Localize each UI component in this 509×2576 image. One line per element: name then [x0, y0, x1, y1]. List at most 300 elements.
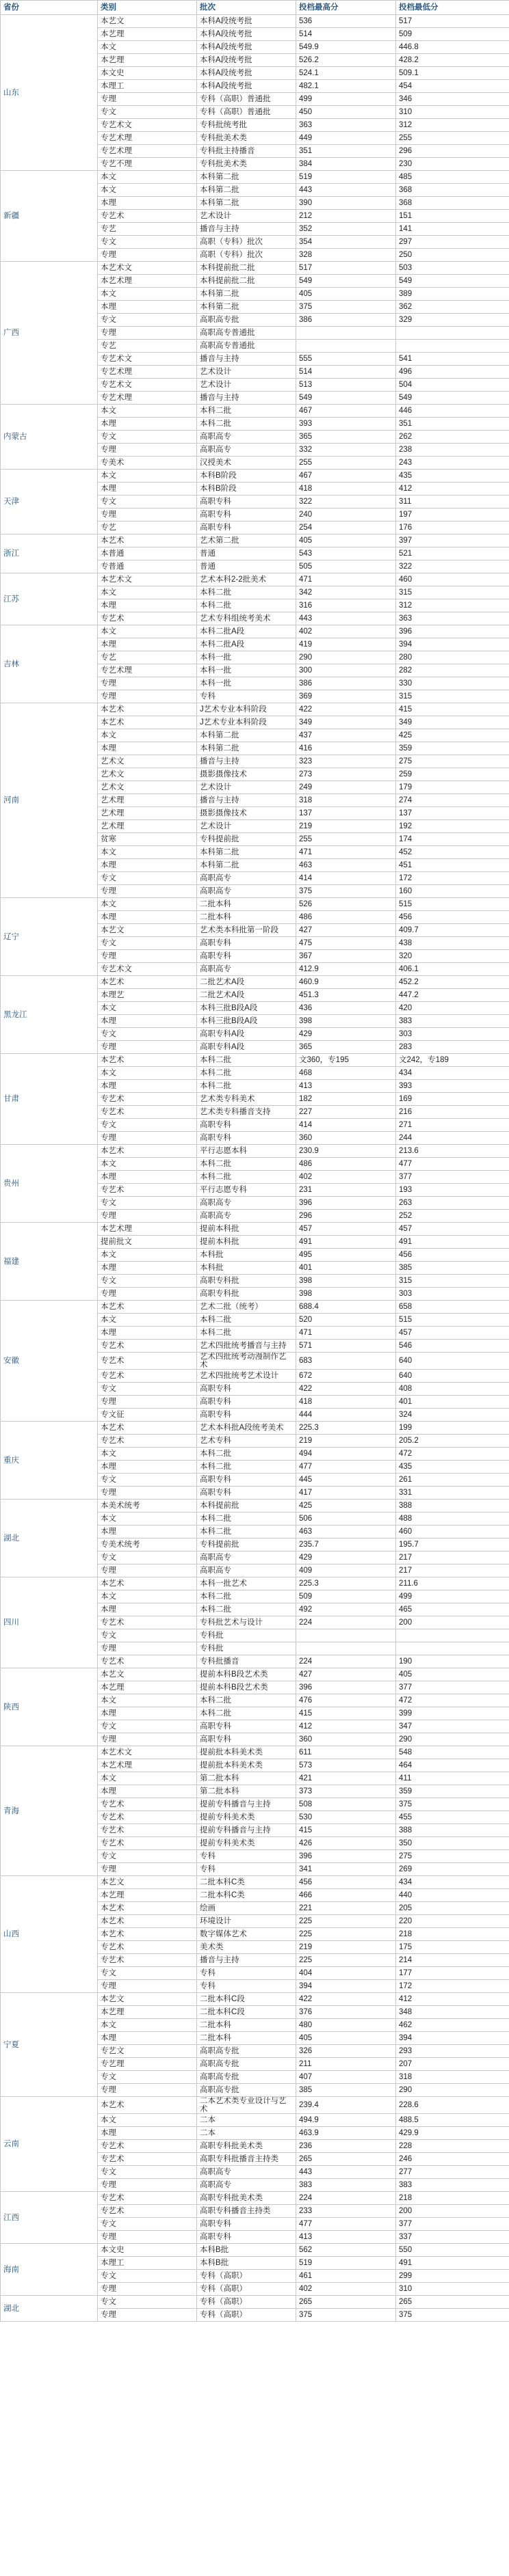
- cell-min-score: 472: [396, 1448, 509, 1461]
- cell-max-score: 384: [296, 158, 396, 171]
- cell-min-score: 454: [396, 80, 509, 93]
- cell-min-score: 438: [396, 937, 509, 950]
- cell-category: 专艺术: [98, 2192, 197, 2205]
- cell-batch: 提前批本科美术类: [197, 1746, 296, 1759]
- cell-max-score: 342: [296, 586, 396, 599]
- cell-batch: 艺术本科2-2批美术: [197, 573, 296, 586]
- cell-category: 专艺术: [98, 1616, 197, 1629]
- cell-min-score: 275: [396, 755, 509, 768]
- cell-max-score: 494: [296, 1448, 396, 1461]
- cell-max-score: 499: [296, 93, 396, 106]
- cell-min-score: 640: [396, 1370, 509, 1383]
- cell-max-score: 418: [296, 483, 396, 496]
- cell-batch: 本科第二批: [197, 288, 296, 301]
- cell-category: 本艺术文: [98, 573, 197, 586]
- cell-category: 专理: [98, 950, 197, 963]
- cell-max-score: 398: [296, 1288, 396, 1301]
- cell-max-score: 394: [296, 1980, 396, 1993]
- cell-min-score: 296: [396, 145, 509, 158]
- cell-max-score: 415: [296, 1707, 396, 1720]
- cell-min-score: 368: [396, 184, 509, 197]
- cell-min-score: 546: [396, 1340, 509, 1353]
- cell-category: 专普通: [98, 560, 197, 573]
- cell-max-score: 460.9: [296, 976, 396, 989]
- cell-max-score: 225.3: [296, 1422, 396, 1435]
- cell-batch: 专科批主持播音: [197, 145, 296, 158]
- cell-category: 艺术文: [98, 768, 197, 781]
- cell-max-score: 182: [296, 1093, 396, 1106]
- cell-category: 专艺术文: [98, 119, 197, 132]
- table-row: [1, 703, 509, 716]
- cell-category: 本艺术: [98, 534, 197, 547]
- cell-min-score: 456: [396, 911, 509, 924]
- cell-category: 本艺理: [98, 1681, 197, 1694]
- cell-min-score: 504: [396, 379, 509, 392]
- cell-batch: 专科（高职）: [197, 2283, 296, 2296]
- cell-min-score: 375: [396, 2309, 509, 2322]
- cell-category: 专文: [98, 431, 197, 444]
- cell-category: 本理: [98, 418, 197, 431]
- cell-category: 专理: [98, 1642, 197, 1655]
- cell-max-score: 224: [296, 1616, 396, 1629]
- table-row: [1, 1223, 509, 1236]
- cell-batch: 本科二批: [197, 405, 296, 418]
- table-row: [1, 898, 509, 911]
- cell-batch: 高职专科A段: [197, 1041, 296, 1054]
- cell-province: [1, 1577, 98, 1668]
- cell-batch: 高职专科批: [197, 1288, 296, 1301]
- cell-min-score: 193: [396, 1184, 509, 1197]
- cell-batch: 高职专科: [197, 2218, 296, 2231]
- cell-batch: 专科: [197, 1967, 296, 1980]
- cell-max-score: 514: [296, 28, 396, 41]
- cell-batch: 高职高专普通批: [197, 327, 296, 340]
- cell-category: 专文: [98, 1850, 197, 1863]
- cell-min-score: 346: [396, 93, 509, 106]
- cell-min-score: 218: [396, 2192, 509, 2205]
- cell-batch: 高职专科A段: [197, 1028, 296, 1041]
- cell-category: 本艺术: [98, 1902, 197, 1915]
- cell-max-score: 443: [296, 184, 396, 197]
- cell-batch: 本科B批: [197, 2257, 296, 2270]
- cell-max-score: 233: [296, 2205, 396, 2218]
- cell-min-score: 238: [396, 444, 509, 457]
- table-row: [1, 1876, 509, 1889]
- cell-batch: 专科提前批: [197, 1538, 296, 1551]
- cell-max-score: 369: [296, 690, 396, 703]
- cell-batch: 播音与主持: [197, 353, 296, 366]
- cell-min-score: 658: [396, 1301, 509, 1314]
- cell-category: 本艺术: [98, 1422, 197, 1435]
- cell-max-score: 401: [296, 1262, 396, 1275]
- cell-batch: 本科第二批: [197, 197, 296, 210]
- cell-category: 专文征: [98, 1409, 197, 1422]
- cell-category: 本文: [98, 1002, 197, 1015]
- cell-batch: 第二批本科: [197, 1772, 296, 1785]
- cell-province: [1, 1422, 98, 1500]
- cell-max-score: 486: [296, 911, 396, 924]
- cell-batch: 高职专科: [197, 521, 296, 534]
- cell-category: 本艺文: [98, 924, 197, 937]
- cell-min-score: 275: [396, 1850, 509, 1863]
- cell-max-score: 413: [296, 2231, 396, 2244]
- cell-max-score: 318: [296, 794, 396, 807]
- cell-province: [1, 573, 98, 625]
- cell-province: [1, 1993, 98, 2097]
- cell-min-score: 246: [396, 2153, 509, 2166]
- cell-min-score: 179: [396, 781, 509, 794]
- cell-category: 专艺术: [98, 2140, 197, 2153]
- cell-min-score: 195.7: [396, 1538, 509, 1551]
- cell-category: 艺术理: [98, 807, 197, 820]
- cell-min-score: 265: [396, 2296, 509, 2309]
- cell-max-score: 文360，专195: [296, 1054, 396, 1067]
- cell-min-score: 172: [396, 1980, 509, 1993]
- cell-min-score: 415: [396, 703, 509, 716]
- cell-max-score: 290: [296, 651, 396, 664]
- cell-category: 专文: [98, 1551, 197, 1564]
- cell-category: 专艺术: [98, 2205, 197, 2218]
- province-label: 青海: [3, 1806, 19, 1815]
- cell-province: [1, 262, 98, 405]
- cell-batch: 高职高专批: [197, 2084, 296, 2097]
- cell-category: 专理: [98, 2231, 197, 2244]
- cell-max-score: 225: [296, 1954, 396, 1967]
- cell-category: 专理: [98, 690, 197, 703]
- cell-min-score: 434: [396, 1876, 509, 1889]
- province-label: 陕西: [3, 1703, 19, 1711]
- cell-max-score: 393: [296, 418, 396, 431]
- cell-max-score: 224: [296, 2192, 396, 2205]
- cell-category: 本理: [98, 859, 197, 872]
- cell-category: 本艺术: [98, 716, 197, 729]
- cell-category: 专理: [98, 885, 197, 898]
- cell-min-score: 389: [396, 288, 509, 301]
- cell-category: 专理: [98, 1041, 197, 1054]
- cell-batch: 艺术类专科美术: [197, 1093, 296, 1106]
- cell-batch: 本科二批: [197, 418, 296, 431]
- cell-category: 本理: [98, 2127, 197, 2140]
- cell-batch: 二批艺术A段: [197, 989, 296, 1002]
- cell-max-score: 332: [296, 444, 396, 457]
- cell-category: 专艺术文: [98, 353, 197, 366]
- cell-max-score: 463.9: [296, 2127, 396, 2140]
- cell-category: 本文: [98, 1448, 197, 1461]
- cell-min-score: 383: [396, 2179, 509, 2192]
- cell-min-score: 228.6: [396, 2097, 509, 2114]
- cell-min-score: 464: [396, 1759, 509, 1772]
- cell-batch: 高职专科: [197, 1119, 296, 1132]
- cell-max-score: 436: [296, 1002, 396, 1015]
- cell-category: 本艺术理: [98, 1223, 197, 1236]
- cell-min-score: 350: [396, 1837, 509, 1850]
- cell-batch: 高职专科: [197, 1720, 296, 1733]
- cell-batch: 本科二批: [197, 1526, 296, 1538]
- cell-category: 本文: [98, 1067, 197, 1080]
- cell-batch: 本科提前批二批: [197, 262, 296, 275]
- cell-max-score: 421: [296, 1772, 396, 1785]
- cell-max-score: 236: [296, 2140, 396, 2153]
- cell-category: 本理: [98, 2032, 197, 2045]
- cell-min-score: 451: [396, 859, 509, 872]
- table-row: [1, 976, 509, 989]
- cell-min-score: 303: [396, 1288, 509, 1301]
- cell-min-score: 412: [396, 483, 509, 496]
- cell-category: 专理: [98, 1210, 197, 1223]
- cell-min-score: 460: [396, 573, 509, 586]
- cell-batch: 二本: [197, 2114, 296, 2127]
- cell-min-score: 271: [396, 1119, 509, 1132]
- cell-min-score: 200: [396, 1616, 509, 1629]
- cell-batch: 专科（高职）: [197, 2309, 296, 2322]
- cell-max-score: 491: [296, 1236, 396, 1249]
- cell-min-score: 446.8: [396, 41, 509, 54]
- cell-max-score: 672: [296, 1370, 396, 1383]
- cell-min-score: 377: [396, 1171, 509, 1184]
- cell-category: 本艺文: [98, 15, 197, 28]
- cell-min-score: 496: [396, 366, 509, 379]
- cell-batch: 专科: [197, 1980, 296, 1993]
- cell-batch: 专科批统考批: [197, 119, 296, 132]
- cell-max-score: [296, 327, 396, 340]
- province-label: 吉林: [3, 660, 19, 668]
- cell-category: 本文: [98, 288, 197, 301]
- header-batch: 批次: [197, 1, 296, 15]
- cell-category: 专艺: [98, 340, 197, 353]
- cell-category: 本理: [98, 1327, 197, 1340]
- cell-category: 专理: [98, 1396, 197, 1409]
- cell-min-score: 375: [396, 1798, 509, 1811]
- cell-min-score: 299: [396, 2270, 509, 2283]
- cell-batch: 平行志愿专科: [197, 1184, 296, 1197]
- cell-batch: 艺术设计: [197, 210, 296, 223]
- cell-max-score: 456: [296, 1876, 396, 1889]
- cell-category: 专文: [98, 937, 197, 950]
- table-row: [1, 1577, 509, 1590]
- cell-category: 本文: [98, 2114, 197, 2127]
- cell-min-score: 218: [396, 1928, 509, 1941]
- cell-max-score: 555: [296, 353, 396, 366]
- cell-max-score: 383: [296, 2179, 396, 2192]
- cell-province: [1, 1500, 98, 1577]
- cell-category: 专文: [98, 2270, 197, 2283]
- cell-max-score: 475: [296, 937, 396, 950]
- cell-max-score: 467: [296, 470, 396, 483]
- cell-category: 本普通: [98, 547, 197, 560]
- cell-max-score: 398: [296, 1275, 396, 1288]
- cell-batch: 本科A段统考批: [197, 41, 296, 54]
- cell-category: 本艺理: [98, 1889, 197, 1902]
- cell-category: 本理: [98, 301, 197, 314]
- cell-batch: 高职专科: [197, 1487, 296, 1500]
- cell-batch: 高职专科批美术类: [197, 2140, 296, 2153]
- cell-batch: 普通: [197, 560, 296, 573]
- cell-min-score: 141: [396, 223, 509, 236]
- cell-batch: 专科批播音: [197, 1655, 296, 1668]
- cell-category: 本艺术: [98, 976, 197, 989]
- cell-batch: J艺术专业本科阶段: [197, 716, 296, 729]
- cell-min-score: 324: [396, 1409, 509, 1422]
- cell-max-score: 513: [296, 379, 396, 392]
- cell-min-score: 293: [396, 2045, 509, 2058]
- table-row: [1, 2192, 509, 2205]
- cell-min-score: 263: [396, 1197, 509, 1210]
- cell-batch: 高职专科播音主持类: [197, 2205, 296, 2218]
- cell-category: 本理: [98, 638, 197, 651]
- cell-min-score: 456: [396, 1249, 509, 1262]
- cell-category: 本文史: [98, 67, 197, 80]
- cell-min-score: 548: [396, 1746, 509, 1759]
- cell-category: 专艺术理: [98, 664, 197, 677]
- cell-category: 专艺术: [98, 210, 197, 223]
- cell-max-score: 412: [296, 1720, 396, 1733]
- cell-min-score: 151: [396, 210, 509, 223]
- cell-category: 专艺术: [98, 1824, 197, 1837]
- cell-max-score: 322: [296, 496, 396, 509]
- cell-batch: 高职专科: [197, 937, 296, 950]
- cell-batch: 本科二批: [197, 1707, 296, 1720]
- province-label: 湖北: [3, 2304, 19, 2313]
- cell-min-score: 252: [396, 1210, 509, 1223]
- cell-batch: 本科批: [197, 1249, 296, 1262]
- cell-min-score: 315: [396, 586, 509, 599]
- cell-min-score: 440: [396, 1889, 509, 1902]
- table-row: [1, 573, 509, 586]
- cell-max-score: 450: [296, 106, 396, 119]
- cell-min-score: 477: [396, 1158, 509, 1171]
- cell-min-score: 280: [396, 651, 509, 664]
- cell-category: 专文: [98, 1275, 197, 1288]
- province-label: 江西: [3, 2213, 19, 2222]
- cell-category: 专艺术: [98, 1093, 197, 1106]
- cell-batch: 二批本科C类: [197, 1889, 296, 1902]
- cell-max-score: 418: [296, 1396, 396, 1409]
- cell-batch: 本科二批: [197, 1314, 296, 1327]
- province-label: 河南: [3, 796, 19, 804]
- cell-max-score: [296, 1629, 396, 1642]
- cell-max-score: 508: [296, 1798, 396, 1811]
- cell-min-score: 377: [396, 2218, 509, 2231]
- cell-batch: 本科第二批: [197, 859, 296, 872]
- cell-min-score: 176: [396, 521, 509, 534]
- cell-category: 本文: [98, 898, 197, 911]
- cell-max-score: 486: [296, 1158, 396, 1171]
- cell-max-score: 402: [296, 2283, 396, 2296]
- cell-max-score: 363: [296, 119, 396, 132]
- table-row: [1, 1301, 509, 1314]
- cell-category: 本艺术理: [98, 1759, 197, 1772]
- cell-min-score: 462: [396, 2019, 509, 2032]
- cell-min-score: 315: [396, 1275, 509, 1288]
- cell-max-score: 407: [296, 2071, 396, 2084]
- cell-min-score: 359: [396, 742, 509, 755]
- cell-category: 专文: [98, 2071, 197, 2084]
- cell-max-score: 429: [296, 1551, 396, 1564]
- cell-max-score: 524.1: [296, 67, 396, 80]
- cell-batch: 高职专科: [197, 496, 296, 509]
- cell-min-score: 351: [396, 418, 509, 431]
- cell-max-score: 509: [296, 1590, 396, 1603]
- cell-batch: 平行志愿本科: [197, 1145, 296, 1158]
- cell-category: 本文: [98, 1158, 197, 1171]
- cell-min-score: 428.2: [396, 54, 509, 67]
- cell-category: 本艺术文: [98, 1746, 197, 1759]
- cell-batch: 本科B阶段: [197, 470, 296, 483]
- cell-province: [1, 703, 98, 898]
- cell-min-score: 472: [396, 1694, 509, 1707]
- cell-province: [1, 1876, 98, 1993]
- cell-batch: 播音与主持: [197, 1954, 296, 1967]
- cell-max-score: 494.9: [296, 2114, 396, 2127]
- cell-min-score: 297: [396, 236, 509, 249]
- cell-max-score: 416: [296, 742, 396, 755]
- cell-batch: 提前本科B段艺术类: [197, 1668, 296, 1681]
- cell-category: 本理: [98, 197, 197, 210]
- cell-max-score: 402: [296, 1171, 396, 1184]
- cell-batch: 本科第二批: [197, 742, 296, 755]
- cell-batch: 二批本科C类: [197, 1876, 296, 1889]
- cell-batch: 提前专科播音与主持: [197, 1824, 296, 1837]
- cell-category: 专艺: [98, 651, 197, 664]
- table-row: [1, 1668, 509, 1681]
- cell-max-score: 562: [296, 2244, 396, 2257]
- cell-batch: 提前专科美术类: [197, 1837, 296, 1850]
- province-label: 贵州: [3, 1179, 19, 1188]
- cell-max-score: 396: [296, 1681, 396, 1694]
- cell-batch: 专科（高职）普通批: [197, 106, 296, 119]
- cell-batch: 二批本科: [197, 911, 296, 924]
- cell-min-score: 452: [396, 846, 509, 859]
- province-label: 湖北: [3, 1534, 19, 1543]
- cell-min-score: 244: [396, 1132, 509, 1145]
- cell-batch: 本科B阶段: [197, 483, 296, 496]
- province-label: 浙江: [3, 550, 19, 558]
- cell-category: 专艺术: [98, 1941, 197, 1954]
- cell-max-score: 468: [296, 1067, 396, 1080]
- cell-max-score: 466: [296, 1889, 396, 1902]
- cell-category: 本文史: [98, 2244, 197, 2257]
- cell-min-score: 175: [396, 1941, 509, 1954]
- table-row: [1, 405, 509, 418]
- cell-category: 专理: [98, 1863, 197, 1876]
- cell-category: 本美术统考: [98, 1500, 197, 1513]
- cell-min-score: 310: [396, 106, 509, 119]
- cell-batch: 提前本科批: [197, 1223, 296, 1236]
- cell-batch: 本科第二批: [197, 729, 296, 742]
- cell-min-score: 412: [396, 1993, 509, 2006]
- cell-batch: 高职专科: [197, 509, 296, 521]
- cell-category: 本理: [98, 742, 197, 755]
- cell-category: 本艺文: [98, 1668, 197, 1681]
- cell-max-score: 405: [296, 288, 396, 301]
- cell-category: 专文: [98, 236, 197, 249]
- cell-max-score: 480: [296, 2019, 396, 2032]
- cell-min-score: 362: [396, 301, 509, 314]
- cell-batch: 高职高专批: [197, 2058, 296, 2071]
- cell-batch: 高职（专科）批次: [197, 249, 296, 262]
- cell-category: 本艺理: [98, 2006, 197, 2019]
- cell-max-score: 386: [296, 314, 396, 327]
- cell-max-score: 254: [296, 521, 396, 534]
- cell-category: 专理: [98, 509, 197, 521]
- cell-batch: 二本: [197, 2127, 296, 2140]
- cell-min-score: 394: [396, 638, 509, 651]
- cell-min-score: 200: [396, 2205, 509, 2218]
- cell-category: 专文: [98, 2296, 197, 2309]
- cell-batch: 高职专科批美术类: [197, 2192, 296, 2205]
- cell-category: 本理艺: [98, 989, 197, 1002]
- cell-max-score: 349: [296, 716, 396, 729]
